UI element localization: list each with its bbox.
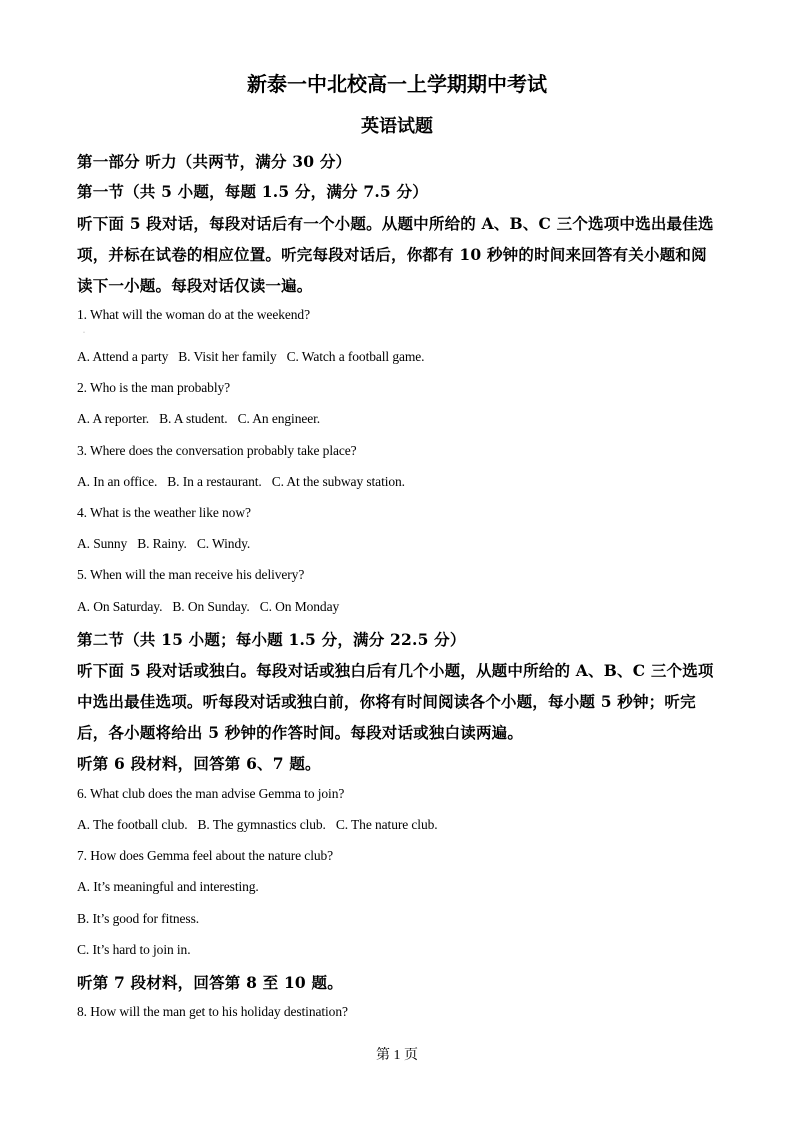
section1-instruction-line: 读下一小题。每段对话仅读一遍。 [77, 276, 313, 295]
section2-instruction-line: 中选出最佳选项。听每段对话或独白前，你将有时间阅读各个小题，每小题 5 秒钟；听完 [77, 692, 696, 711]
question-4: 4. What is the weather like now? [77, 505, 251, 520]
option: B. Rainy. [137, 536, 187, 551]
question-3: 3. Where does the conversation probably take place? [77, 443, 357, 458]
option-7c: C. It’s hard to join in. [77, 942, 191, 957]
option: B. A student. [159, 411, 228, 426]
question-8: 8. How will the man get to his holiday destination? [77, 1004, 348, 1019]
option: C. An engineer. [237, 411, 321, 426]
options-4 [77, 536, 717, 552]
option: C. Windy. [196, 536, 251, 551]
question-6: 6. What club does the man advise Gemma to join? [77, 786, 345, 801]
options-2 [77, 411, 717, 427]
exam-title: 新泰一中北校高一上学期期中考试 [247, 72, 547, 96]
part1-heading: 第一部分 听力（共两节，满分 30 分） [77, 152, 352, 171]
question-7: 7. How does Gemma feel about the nature club? [77, 848, 334, 863]
option: A. The football club. [77, 817, 188, 832]
section1-instruction-line: 项，并标在试卷的相应位置。听完每段对话后，你都有 10 秒钟的时间来回答有关小题和阅 [77, 245, 707, 264]
option: B. Visit her family [178, 349, 277, 364]
section2-heading: 第二节（共 15 小题；每小题 1.5 分，满分 22.5 分） [77, 630, 466, 649]
question-1: 1. What will the woman do at the weekend? [77, 307, 310, 322]
section2-instruction-line: 后，各小题将给出 5 秒钟的作答时间。每段对话或独白读两遍。 [77, 723, 524, 742]
option: B. In a restaurant. [167, 474, 262, 489]
question-2: 2. Who is the man probably? [77, 380, 231, 395]
option: A. A reporter. [77, 411, 150, 426]
option-7b: B. It’s good for fitness. [77, 911, 199, 926]
option: A. Sunny [77, 536, 128, 551]
option: C. Watch a football game. [286, 349, 425, 364]
page-number: 第 1 页 [376, 1048, 418, 1063]
option: A. On Saturday. [77, 599, 163, 614]
options-1 [77, 349, 717, 365]
section2-instruction-line: 听下面 5 段对话或独白。每段对话或独白后有几个小题，从题中所给的 A、B、C 三个选项 [77, 661, 714, 680]
option: C. On Monday [259, 599, 340, 614]
question-5: 5. When will the man receive his delivery? [77, 567, 305, 582]
stray-dot: · [83, 330, 85, 336]
option: C. The nature club. [335, 817, 438, 832]
options-6 [77, 817, 717, 833]
options-5 [77, 599, 717, 615]
option-7a: A. It’s meaningful and interesting. [77, 879, 259, 894]
option: B. On Sunday. [172, 599, 250, 614]
options-3 [77, 474, 717, 490]
section1-heading: 第一节（共 5 小题，每题 1.5 分，满分 7.5 分） [77, 182, 428, 201]
option: A. Attend a party [77, 349, 169, 364]
option: A. In an office. [77, 474, 158, 489]
option: C. At the subway station. [271, 474, 405, 489]
exam-subtitle: 英语试题 [361, 116, 433, 137]
section1-instruction-line: 听下面 5 段对话，每段对话后有一个小题。从题中所给的 A、B、C 三个选项中选出最佳选 [77, 214, 714, 233]
material-6-heading: 听第 6 段材料，回答第 6、7 题。 [77, 754, 321, 773]
material-7-heading: 听第 7 段材料，回答第 8 至 10 题。 [77, 973, 343, 992]
option: B. The gymnastics club. [197, 817, 326, 832]
